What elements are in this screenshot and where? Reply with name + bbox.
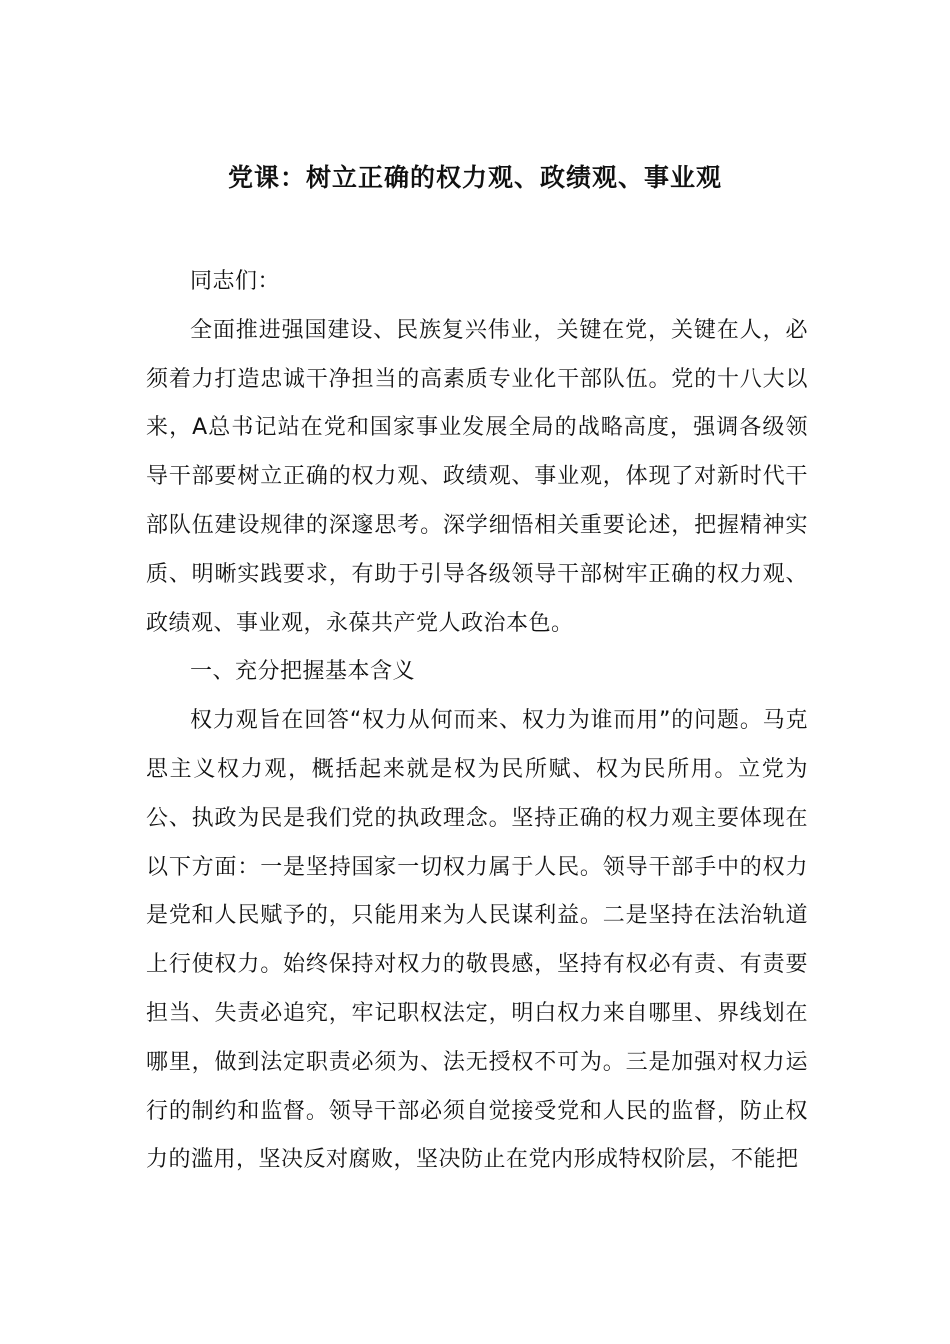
document-title: 党课：树立正确的权力观、政绩观、事业观	[227, 163, 722, 192]
section-heading: 一、充分把握基本含义	[190, 659, 416, 685]
salutation: 同志们：	[190, 269, 281, 294]
paragraph-intro: 全面推进强国建设、民族复兴伟业，关键在党，关键在人，必须着力打造忠诚干净担当的高素质专业化干部队伍。党的十八大以来，A总书记站在党和国家事业发展全局的战略高度，强调各级领导干部要树立正确的权力观、政绩观、事业观，体现了对新时代干部队伍建设规律的深邃思考。深学细悟相关重要论述，把握精神实质、明晰实践要求，有助于引导各级领导干部树牢正确的权力观、政绩观、事业观，永葆共产党人政治本色。	[146, 317, 808, 636]
document-body	[146, 258, 808, 1185]
paragraph-power-view: 权力观旨在回答“权力从何而来、权力为谁而用”的问题。马克思主义权力观，概括起来就是权为民所赋、权为民所用。立党为公、执政为民是我们党的执政理念。坚持正确的权力观主要体现在以下方面：一是坚持国家一切权力属于人民。领导干部手中的权力是党和人民赋予的，只能用来为人民谋利益。二是坚持在法治轨道上行使权力。始终保持对权力的敬畏感，坚持有权必有责、有责要担当、失责必追究，牢记职权法定，明白权力来自哪里、界线划在哪里，做到法定职责必须为、法无授权不可为。三是加强对权力运行的制约和监督。领导干部必须自觉接受党和人民的监督，防止权力的滥用，坚决反对腐败，坚决防止在党内形成特权阶层，不能把	[146, 708, 808, 1173]
